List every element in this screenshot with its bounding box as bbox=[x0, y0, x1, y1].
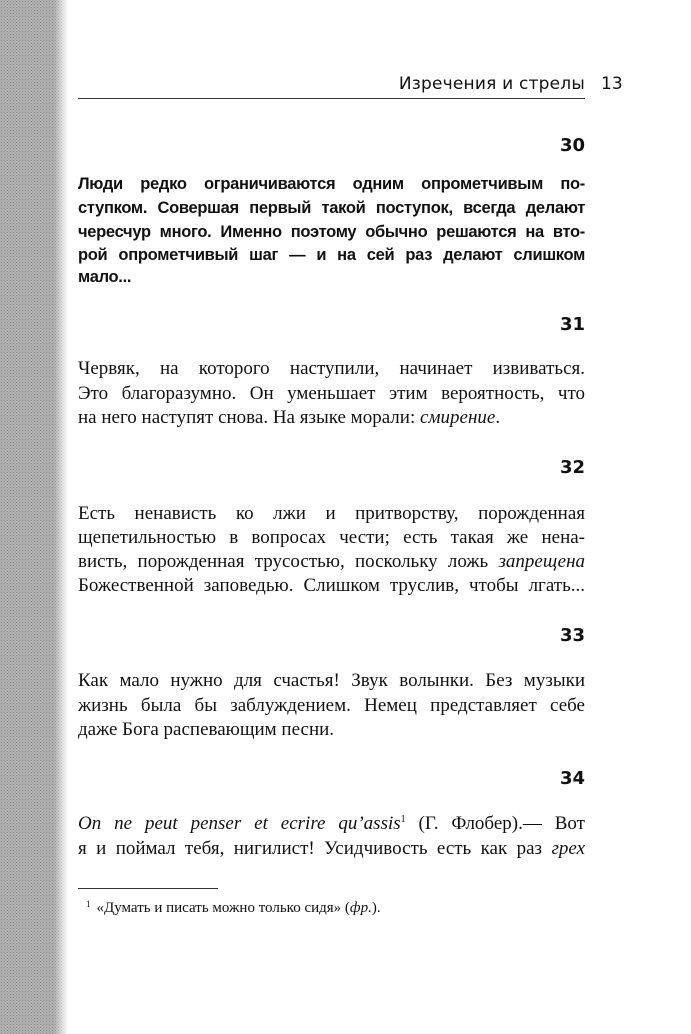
aphorism-text-line: мало... bbox=[78, 268, 132, 286]
aphorism-text-line: Как мало нужно для счастья! Звук волынки. Без музыки bbox=[78, 670, 585, 691]
aphorism-text-line: чересчур много. Именно поэтому обычно решаются на вто- bbox=[78, 223, 585, 241]
aphorism-number: 30 bbox=[559, 135, 585, 156]
italic-quote: On ne peut penser et ecrire qu’assis bbox=[78, 813, 401, 834]
aphorism-text-line: ступком. Совершая первый такой поступок, всегда делают bbox=[78, 199, 585, 217]
aphorism-number: 31 bbox=[559, 314, 585, 335]
aphorism-text-line: Это благоразумно. Он уменьшает этим вероятность, что bbox=[78, 383, 585, 404]
footnote-ref[interactable]: 1 bbox=[400, 814, 406, 825]
aphorism-text-line: Есть ненависть ко лжи и притворству, порожденная bbox=[78, 503, 585, 524]
page-number: 13 bbox=[601, 74, 623, 94]
italic-term: запрещена bbox=[498, 551, 585, 572]
italic-term: смирение bbox=[419, 407, 496, 428]
footnote-divider bbox=[78, 888, 218, 889]
aphorism-text-line: жизнь была бы заблуждением. Немец представляет себе bbox=[78, 695, 585, 716]
footnote: $^1$ «Думать и писать можно только сидя» (фр.). bbox=[86, 899, 381, 916]
aphorism-text-line: я и поймал тебя, нигилист! Усидчивость есть как раз грех bbox=[78, 838, 585, 859]
aphorism-text-line: Люди редко ограничиваются одним опрометчивым по- bbox=[78, 175, 585, 193]
page-edge-shadow bbox=[0, 0, 68, 1034]
aphorism-number: 33 bbox=[559, 625, 585, 646]
italic-term: грех bbox=[551, 838, 585, 859]
aphorism-text-line: Божественной заповедью. Слишком труслив, чтобы лгать... bbox=[78, 575, 585, 596]
running-header bbox=[78, 74, 585, 99]
aphorism-text-line: даже Бога распевающим песни. bbox=[78, 719, 335, 740]
aphorism-number: 34 bbox=[559, 768, 585, 789]
footnote-marker: 1 bbox=[86, 899, 91, 909]
aphorism-text-line: щепетильностью в вопросах чести; есть такая же нена- bbox=[78, 527, 585, 548]
aphorism-text-line: на него наступят снова. На языке морали: смирение. bbox=[78, 407, 501, 428]
aphorism-text-line: Червяк, на которого наступили, начинает извиваться. bbox=[78, 358, 585, 379]
aphorism-text-line: висть, порожденная трусостью, поскольку ложь запрещена bbox=[78, 551, 585, 572]
running-header-title: Изречения и стрелы bbox=[398, 74, 585, 94]
aphorism-text-line: рой опрометчивый шаг — и на сей раз делают слишком bbox=[78, 246, 585, 264]
aphorism-text-line: On ne peut penser et ecrire qu’assis$^1$ (Г. Флобер).— Вот bbox=[78, 813, 585, 834]
aphorism-number: 32 bbox=[559, 457, 585, 478]
